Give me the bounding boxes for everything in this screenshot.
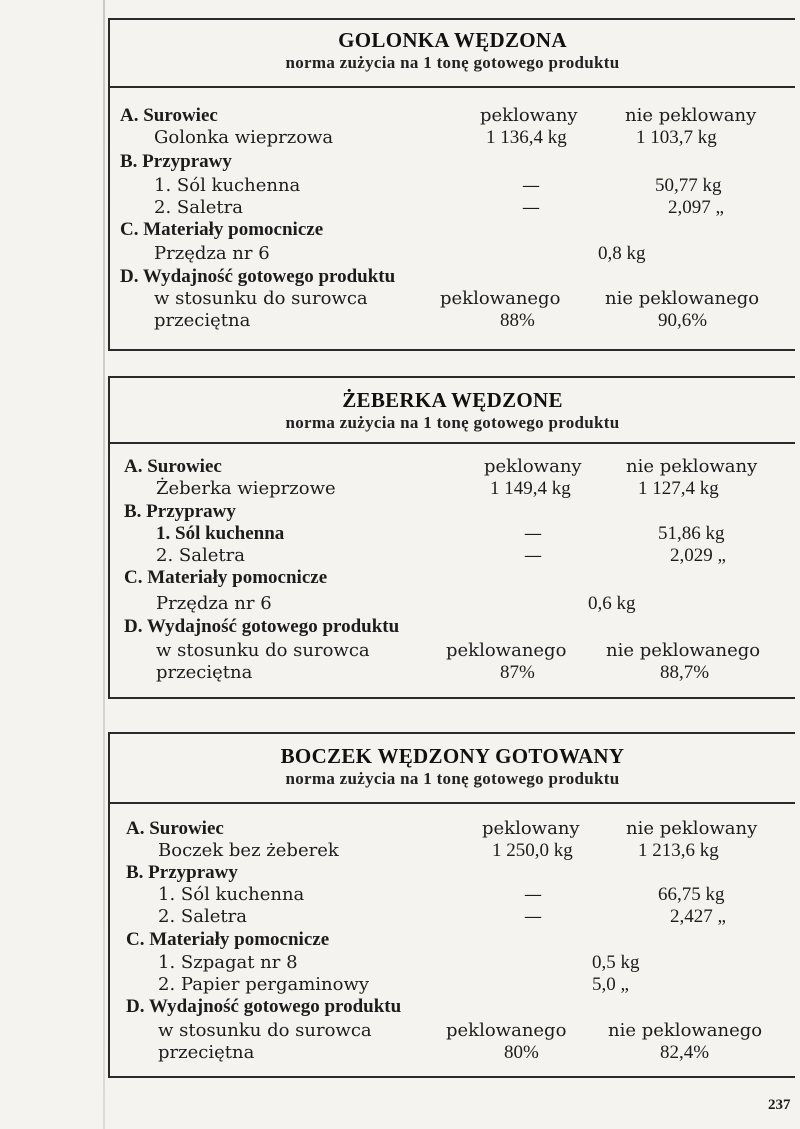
raw-b-value: 1 127,4 kg — [638, 478, 719, 499]
row-a-heading — [110, 456, 795, 478]
row-salt — [110, 884, 795, 906]
row-c-heading — [110, 567, 795, 589]
b-heading: B. Przyprawy — [124, 501, 236, 522]
row-d-heading — [110, 616, 795, 638]
d-col-b-label: nie peklowanego — [605, 288, 760, 309]
saltpetre-a-value: — — [524, 906, 542, 927]
d-average-a-value: 87% — [500, 662, 535, 683]
row-b-heading — [110, 501, 795, 523]
salt-label: 1. Sól kuchenna — [156, 523, 285, 544]
row-d-ratio — [110, 1020, 795, 1042]
a-heading: A. Surowiec — [124, 456, 222, 477]
recipe-box-golonka — [108, 18, 795, 351]
saltpetre-label: 2. Saletra — [154, 197, 243, 218]
c-item-label: Przędza nr 6 — [154, 243, 270, 264]
raw-b-value: 1 213,6 kg — [638, 840, 719, 861]
c-heading: C. Materiały pomocnicze — [124, 567, 328, 588]
row-b-heading — [110, 151, 795, 173]
salt-b-value: 66,75 kg — [658, 884, 725, 905]
col-a-label: peklowany — [480, 105, 578, 126]
d-col-a-label: peklowanego — [440, 288, 561, 309]
b-heading: B. Przyprawy — [120, 151, 232, 172]
box-header — [110, 20, 795, 88]
raw-a-value: 1 149,4 kg — [490, 478, 571, 499]
c-item-label: 1. Szpagat nr 8 — [158, 952, 298, 973]
col-a-label: peklowany — [482, 818, 580, 839]
row-saltpetre — [110, 545, 795, 567]
row-a-heading — [110, 818, 795, 840]
salt-a-value: — — [524, 884, 542, 905]
d-col-b-label: nie peklowanego — [608, 1020, 763, 1041]
scan-edge — [103, 0, 105, 1129]
row-d-heading — [110, 996, 795, 1018]
row-salt — [110, 175, 795, 197]
d-ratio-label: w stosunku do surowca — [154, 288, 368, 309]
row-c-heading — [110, 929, 795, 951]
col-b-label: nie peklowany — [625, 105, 757, 126]
d-average-b-value: 88,7% — [660, 662, 710, 683]
col-b-label: nie peklowany — [626, 456, 758, 477]
c-item-label: 2. Papier pergaminowy — [158, 974, 370, 995]
row-c-heading — [110, 219, 795, 241]
saltpetre-b-value: 2,427 „ — [670, 906, 726, 927]
d-average-label: przeciętna — [154, 310, 251, 331]
d-heading: D. Wydajność gotowego produktu — [124, 616, 400, 637]
row-d-ratio — [110, 640, 795, 662]
b-heading: B. Przyprawy — [126, 862, 238, 883]
raw-material-label: Żeberka wieprzowe — [156, 478, 336, 499]
saltpetre-label: 2. Saletra — [156, 545, 245, 566]
row-d-heading — [110, 266, 795, 288]
row-saltpetre — [110, 197, 795, 219]
raw-b-value: 1 103,7 kg — [636, 127, 717, 148]
salt-label: 1. Sól kuchenna — [154, 175, 301, 196]
salt-label: 1. Sól kuchenna — [158, 884, 305, 905]
a-heading: A. Surowiec — [126, 818, 224, 839]
row-d-average — [110, 1042, 795, 1064]
box-header — [110, 734, 795, 804]
row-a-heading — [110, 105, 795, 127]
c-heading: C. Materiały pomocnicze — [120, 219, 324, 240]
saltpetre-b-value: 2,097 „ — [668, 197, 724, 218]
salt-a-value: — — [522, 175, 540, 196]
salt-b-value: 51,86 kg — [658, 523, 725, 544]
row-d-ratio — [110, 288, 795, 310]
raw-material-label: Golonka wieprzowa — [154, 127, 334, 148]
c-item-value: 0,6 kg — [588, 593, 636, 614]
c-item-label: Przędza nr 6 — [156, 593, 272, 614]
raw-a-value: 1 250,0 kg — [492, 840, 573, 861]
c-item-value: 0,5 kg — [592, 952, 640, 973]
saltpetre-a-value: — — [522, 197, 540, 218]
recipe-box-zeberka — [108, 376, 795, 699]
row-d-average — [110, 310, 795, 332]
a-heading: A. Surowiec — [120, 105, 218, 126]
section-subtitle: norma zużycia na 1 tonę gotowego produktu — [285, 413, 620, 432]
box-header — [110, 378, 795, 444]
row-c-item — [110, 593, 795, 615]
row-d-average — [110, 662, 795, 684]
d-col-b-label: nie peklowanego — [606, 640, 761, 661]
section-subtitle: norma zużycia na 1 tonę gotowego produktu — [285, 53, 620, 72]
c-item-value: 0,8 kg — [598, 243, 646, 264]
d-average-a-value: 80% — [504, 1042, 539, 1063]
d-ratio-label: w stosunku do surowca — [158, 1020, 372, 1041]
d-average-label: przeciętna — [156, 662, 253, 683]
row-c-item — [110, 974, 795, 996]
salt-a-value: — — [524, 523, 542, 544]
d-ratio-label: w stosunku do surowca — [156, 640, 370, 661]
col-b-label: nie peklowany — [626, 818, 758, 839]
row-salt — [110, 523, 795, 545]
saltpetre-b-value: 2,029 „ — [670, 545, 726, 566]
recipe-box-boczek — [108, 732, 795, 1078]
section-title: ŻEBERKA WĘDZONE — [342, 388, 563, 412]
saltpetre-a-value: — — [524, 545, 542, 566]
section-title: BOCZEK WĘDZONY GOTOWANY — [280, 744, 625, 768]
row-raw-material — [110, 840, 795, 862]
salt-b-value: 50,77 kg — [655, 175, 722, 196]
row-c-item — [110, 952, 795, 974]
row-raw-material — [110, 478, 795, 500]
c-item-value: 5,0 „ — [592, 974, 629, 995]
section-title: GOLONKA WĘDZONA — [338, 28, 567, 52]
raw-a-value: 1 136,4 kg — [486, 127, 567, 148]
saltpetre-label: 2. Saletra — [158, 906, 247, 927]
row-b-heading — [110, 862, 795, 884]
col-a-label: peklowany — [484, 456, 582, 477]
d-heading: D. Wydajność gotowego produktu — [126, 996, 402, 1017]
section-subtitle: norma zużycia na 1 tonę gotowego produktu — [285, 769, 620, 788]
d-average-label: przeciętna — [158, 1042, 255, 1063]
d-col-a-label: peklowanego — [446, 1020, 567, 1041]
c-heading: C. Materiały pomocnicze — [126, 929, 330, 950]
d-heading: D. Wydajność gotowego produktu — [120, 266, 396, 287]
d-average-b-value: 82,4% — [660, 1042, 710, 1063]
row-c-item — [110, 243, 795, 265]
row-raw-material — [110, 127, 795, 149]
d-average-b-value: 90,6% — [658, 310, 708, 331]
d-average-a-value: 88% — [500, 310, 535, 331]
row-saltpetre — [110, 906, 795, 928]
d-col-a-label: peklowanego — [446, 640, 567, 661]
page-number: 237 — [768, 1097, 791, 1113]
raw-material-label: Boczek bez żeberek — [158, 840, 339, 861]
